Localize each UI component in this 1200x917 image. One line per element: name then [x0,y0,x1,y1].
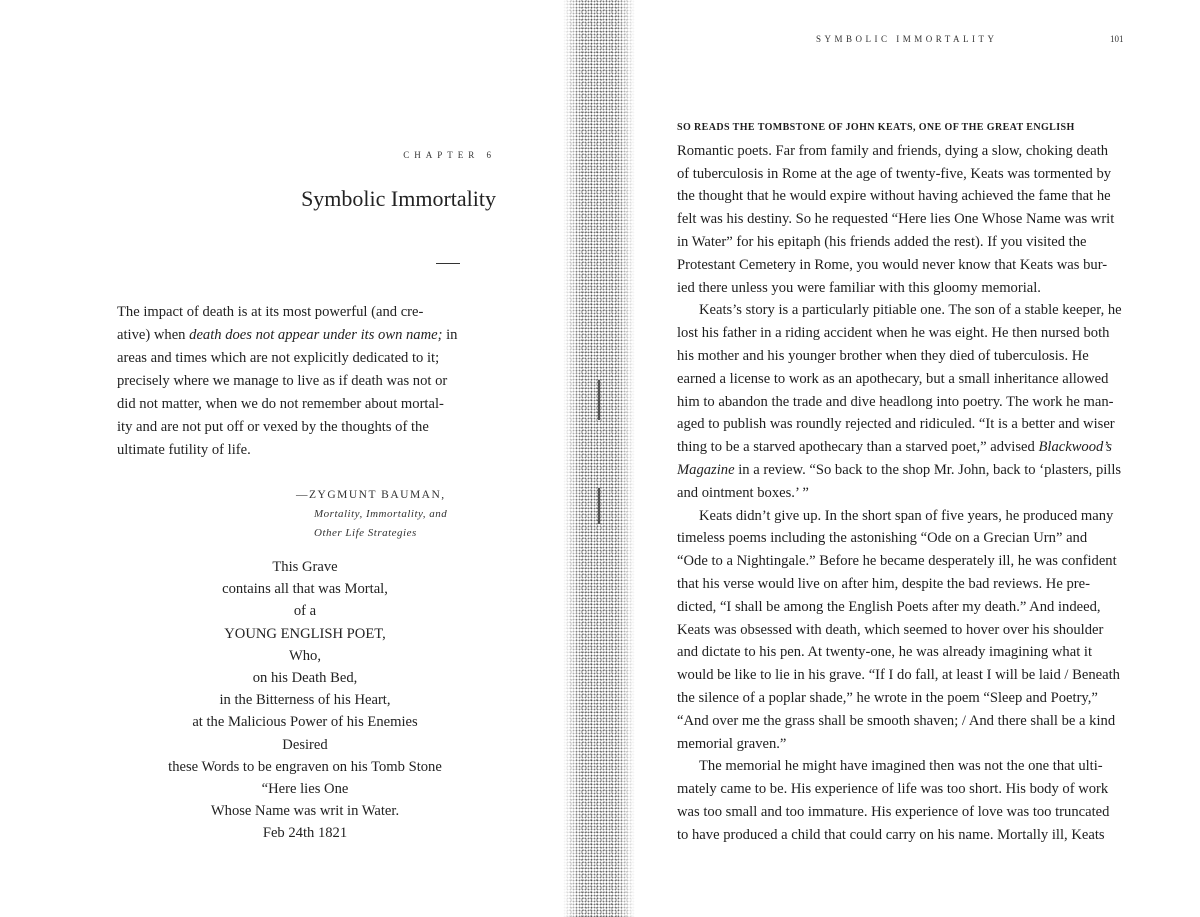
epigraph-line: ity and are not put off or vexed by the thoughts of the [117,419,429,435]
gutter-mark [598,488,600,524]
left-page [0,0,560,917]
body-line [677,459,1135,482]
inscription-line: Desired [282,736,328,753]
inscription-line: This Grave [272,559,338,575]
inscription-line: contains all that was Mortal, [222,581,388,598]
body-line [677,436,1135,459]
body-line: Keats was obsessed with death, which seemed to hover over his shoulder [677,621,1104,638]
inscription-line: of a [293,603,317,620]
body-line: of tuberculosis in Rome at the age of twenty-five, Keats was tormented by [677,165,1112,182]
body-line: the silence of a poplar shade,” he wrote in the poem “Sleep and Poetry,” [677,689,1098,706]
body-line: The memorial he might have imagined then was not the one that ulti- [699,758,1103,775]
book-gutter [563,0,635,917]
body-line: memorial graven.” [677,735,787,752]
body-line: dicted, “I shall be among the English Poets after my death.” And indeed, [677,598,1101,615]
body-line: and dictate to his pen. At twenty-one, he was already imagining what it [677,644,1093,661]
attribution-work: Other Life Strategies [314,527,417,539]
page-number: 101 [1110,34,1124,44]
title-divider [436,263,460,264]
magazine-title: Magazine [677,461,735,478]
inscription-line: at the Malicious Power of his Enemies [192,714,418,731]
epigraph-line: precisely where we manage to live as if death was not or [117,373,448,389]
body-line: in Water” for his epitaph (his friends added the rest). If you visited the [677,233,1087,250]
body-line: Keats’s story is a particularly pitiable one. The son of a stable keeper, he [699,302,1122,319]
body-line: aged to publish was roundly rejected and ridiculed. “It is a better and wiser [677,416,1115,433]
body-text [677,117,1135,847]
epigraph-line [117,324,482,347]
inscription-line: these Words to be engraven on his Tomb Stone [168,758,442,775]
epigraph-line: The impact of death is at its most powerful (and cre- [117,304,424,320]
inscription-line: Feb 24th 1821 [262,825,348,842]
body-line: “Ode to a Nightingale.” Before he became desperately ill, he was confident [677,553,1117,570]
epigraph [117,301,482,462]
body-line: SO READS THE TOMBSTONE OF JOHN KEATS, ONE OF THE GREAT ENGLISH [677,122,1075,133]
body-line: and ointment boxes.’ ” [677,484,809,501]
inscription-line: “Here lies One [261,781,349,798]
body-line: lost his father in a riding accident when he was eight. He then nursed both [677,325,1110,342]
epigraph-text: ative) when [117,327,190,343]
body-line: to have produced a child that could carry on his name. Mortally ill, Keats [677,826,1105,843]
epigraph-line: did not matter, when we do not remember about mortal- [117,396,444,412]
inscription-line: Whose Name was writ in Water. [210,803,400,820]
body-line: earned a license to work as an apothecary, but a small inheritance allowed [677,370,1109,387]
epigraph-line: areas and times which are not explicitly dedicated to it; [117,350,440,366]
inscription-line: Who, [288,647,322,664]
body-text-run: in a review. “So back to the shop Mr. John, back to ‘plasters, pills [734,461,1122,478]
epigraph-emphasis: death does not appear under its own name; [189,327,443,343]
epigraph-attribution [296,486,536,543]
body-line: him to abandon the trade and dive headlong into poetry. The work he man- [677,393,1114,410]
epigraph-text: in [442,327,458,343]
gutter-mark [598,380,600,420]
body-line: “And over me the grass shall be smooth shaven; / And there shall be a kind [677,712,1116,729]
body-text-run: thing to be a starved apothecary than a starved poet,” advised [677,439,1039,456]
body-line: was too small and too immature. His experience of love was too truncated [677,803,1110,820]
attribution-author: —ZYGMUNT BAUMAN, [296,489,446,501]
body-line: that his verse would live on after him, despite the bad reviews. He pre- [677,575,1090,592]
tombstone-inscription [110,556,500,845]
body-line: mately came to be. His experience of life was too short. His body of work [677,781,1109,798]
body-line: the thought that he would expire without having achieved the fame that he [677,188,1111,205]
inscription-line: in the Bitterness of his Heart, [219,692,391,709]
body-line: would be like to lie in his grave. “If I do fall, at least I will be laid / Beneath [677,667,1120,684]
chapter-title: Symbolic Immortality [301,186,496,211]
inscription-line: on his Death Bed, [252,670,358,687]
body-line: Keats didn’t give up. In the short span of five years, he produced many [699,507,1114,524]
inscription-line: YOUNG ENGLISH POET, [224,625,386,642]
body-line: ied there unless you were familiar with this gloomy memorial. [677,279,1041,296]
body-line: his mother and his younger brother when they died of tuberculosis. He [677,347,1089,364]
epigraph-line: ultimate futility of life. [117,442,251,458]
body-line: Romantic poets. Far from family and friends, dying a slow, choking death [677,142,1109,159]
magazine-title: Blackwood’s [1038,439,1112,456]
body-line: Protestant Cemetery in Rome, you would never know that Keats was bur- [677,256,1108,273]
running-head: SYMBOLIC IMMORTALITY [816,34,998,44]
body-line: timeless poems including the astonishing “Ode on a Grecian Urn” and [677,530,1088,547]
body-line: felt was his destiny. So he requested “Here lies One Whose Name was writ [677,211,1115,228]
chapter-label: CHAPTER 6 [403,150,496,160]
attribution-work: Mortality, Immortality, and [314,508,448,520]
